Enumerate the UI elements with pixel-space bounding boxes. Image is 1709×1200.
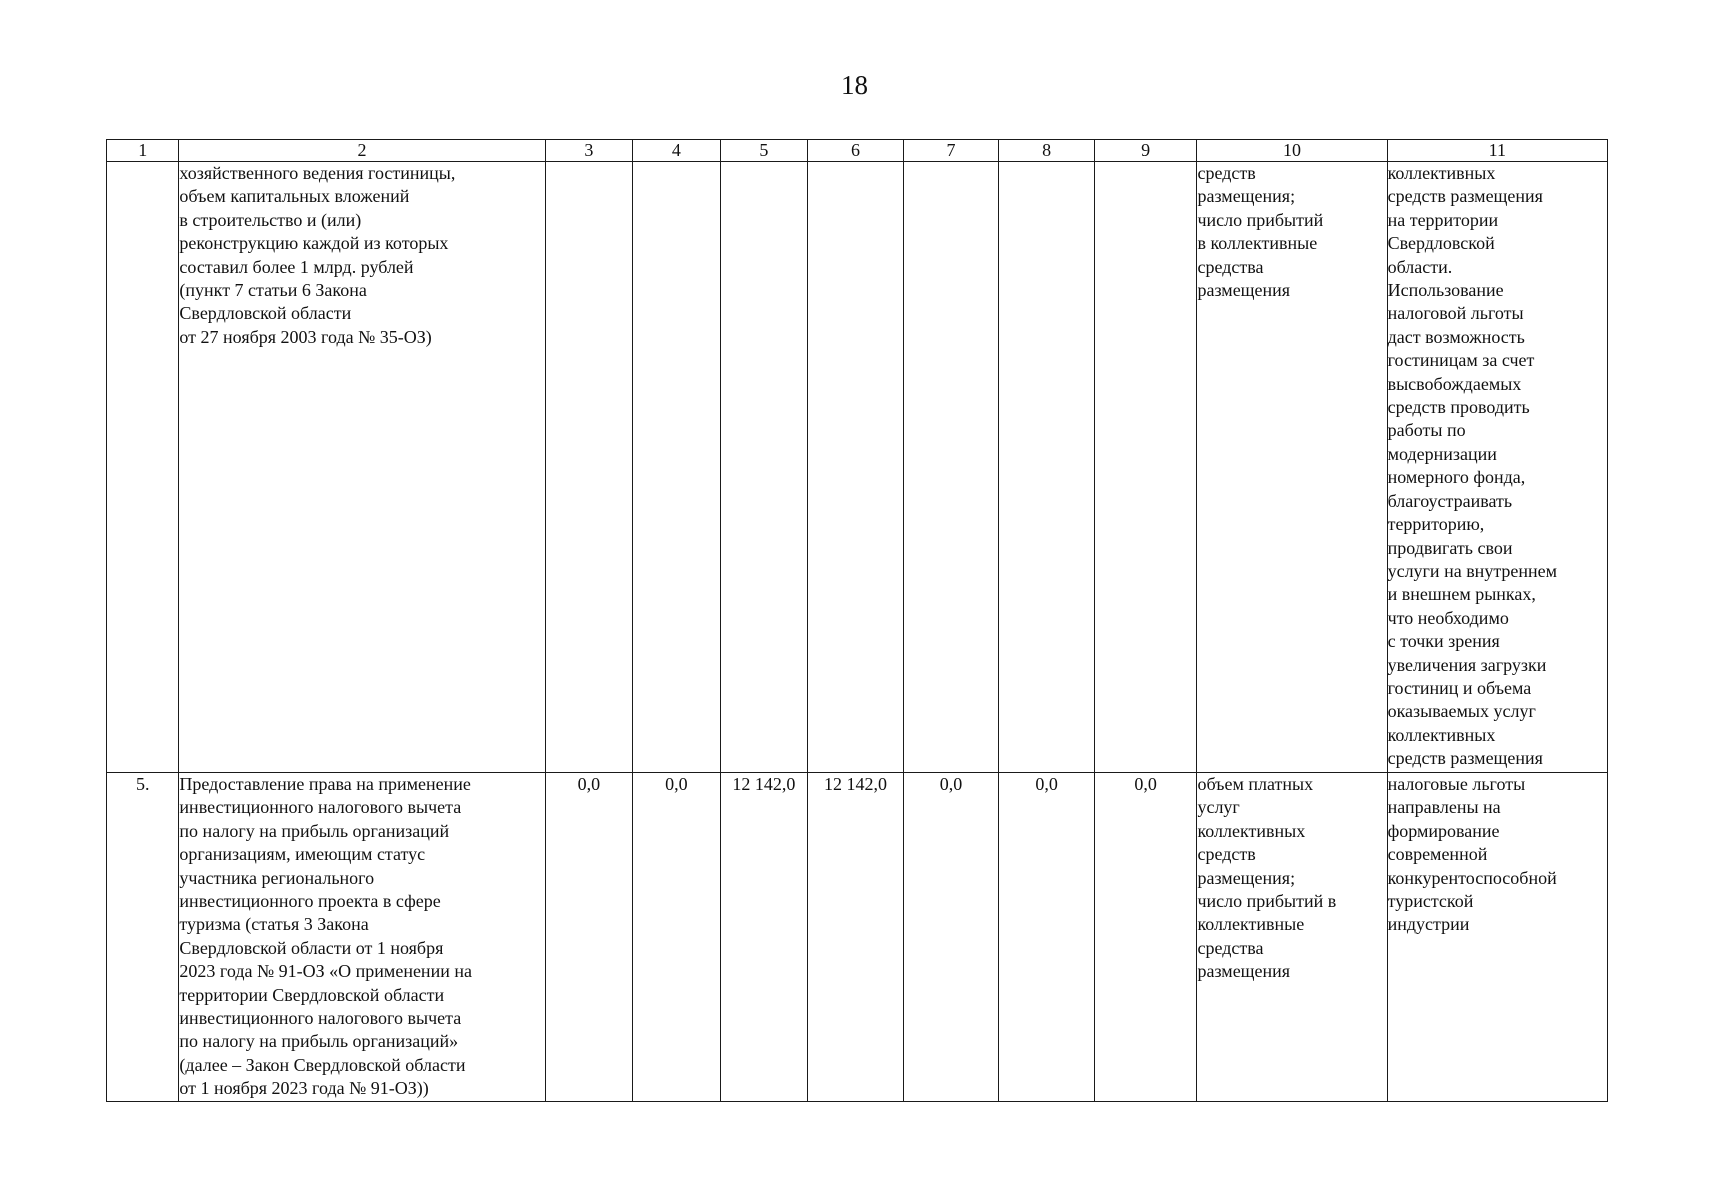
- column-header: 2: [179, 140, 545, 162]
- value-cell: [1094, 162, 1197, 773]
- description-cell: хозяйственного ведения гостиницы, объем капитальных вложений в строительство и (или) реконструкцию каждой из которых составил более 1 млрд. рублей (пункт 7 статьи 6 Закона Свердловской области от 27 ноября 2003 года № 35-ОЗ): [179, 162, 545, 773]
- table-header-row: [107, 140, 1608, 162]
- value-cell: [808, 162, 904, 773]
- indicator-cell: объем платных услуг коллективных средств размещения; число прибытий в коллективные средства размещения: [1197, 773, 1387, 1102]
- value-cell: [999, 162, 1095, 773]
- column-header: 7: [903, 140, 999, 162]
- column-header: 6: [808, 140, 904, 162]
- value-cell: 12 142,0: [808, 773, 904, 1102]
- page-number: 18: [841, 70, 868, 100]
- value-cell: 12 142,0: [720, 773, 808, 1102]
- column-header: 1: [107, 140, 179, 162]
- comment-cell: коллективных средств размещения на территории Свердловской области. Использование налоговой льготы даст возможность гостиницам за счет высвобождаемых средств проводить работы по модернизации номерного фонда, благоустраивать территорию, продвигать свои услуги на внутреннем и внешнем рынках, что необходимо с точки зрения увеличения загрузки гостиниц и объема оказываемых услуг коллективных средств размещения: [1387, 162, 1607, 773]
- column-header: 11: [1387, 140, 1607, 162]
- value-cell: [903, 162, 999, 773]
- value-cell: 0,0: [633, 773, 721, 1102]
- comment-cell: налоговые льготы направлены на формирование современной конкурентоспособной туристской индустрии: [1387, 773, 1607, 1102]
- value-cell: [633, 162, 721, 773]
- value-cell: [720, 162, 808, 773]
- row-number-cell: [107, 162, 179, 773]
- column-header: 5: [720, 140, 808, 162]
- indicator-cell: средств размещения; число прибытий в коллективные средства размещения: [1197, 162, 1387, 773]
- column-header: 10: [1197, 140, 1387, 162]
- value-cell: 0,0: [903, 773, 999, 1102]
- row-number-cell: 5.: [107, 773, 179, 1102]
- table-row: [107, 162, 1608, 773]
- value-cell: 0,0: [545, 773, 633, 1102]
- value-cell: 0,0: [999, 773, 1095, 1102]
- column-header: 4: [633, 140, 721, 162]
- value-cell: [545, 162, 633, 773]
- description-cell: Предоставление права на применение инвестиционного налогового вычета по налогу на прибыль организаций организациям, имеющим статус участника регионального инвестиционного проекта в сфере туризма (статья 3 Закона Свердловской области от 1 ноября 2023 года № 91-ОЗ «О применении на территории Свердловской области инвестиционного налогового вычета по налогу на прибыль организаций» (далее – Закон Свердловской области от 1 ноября 2023 года № 91-ОЗ)): [179, 773, 545, 1102]
- column-header: 9: [1094, 140, 1197, 162]
- column-header: 3: [545, 140, 633, 162]
- column-header: 8: [999, 140, 1095, 162]
- table-row: [107, 773, 1608, 1102]
- tax-benefits-table: [106, 139, 1608, 1102]
- value-cell: 0,0: [1094, 773, 1197, 1102]
